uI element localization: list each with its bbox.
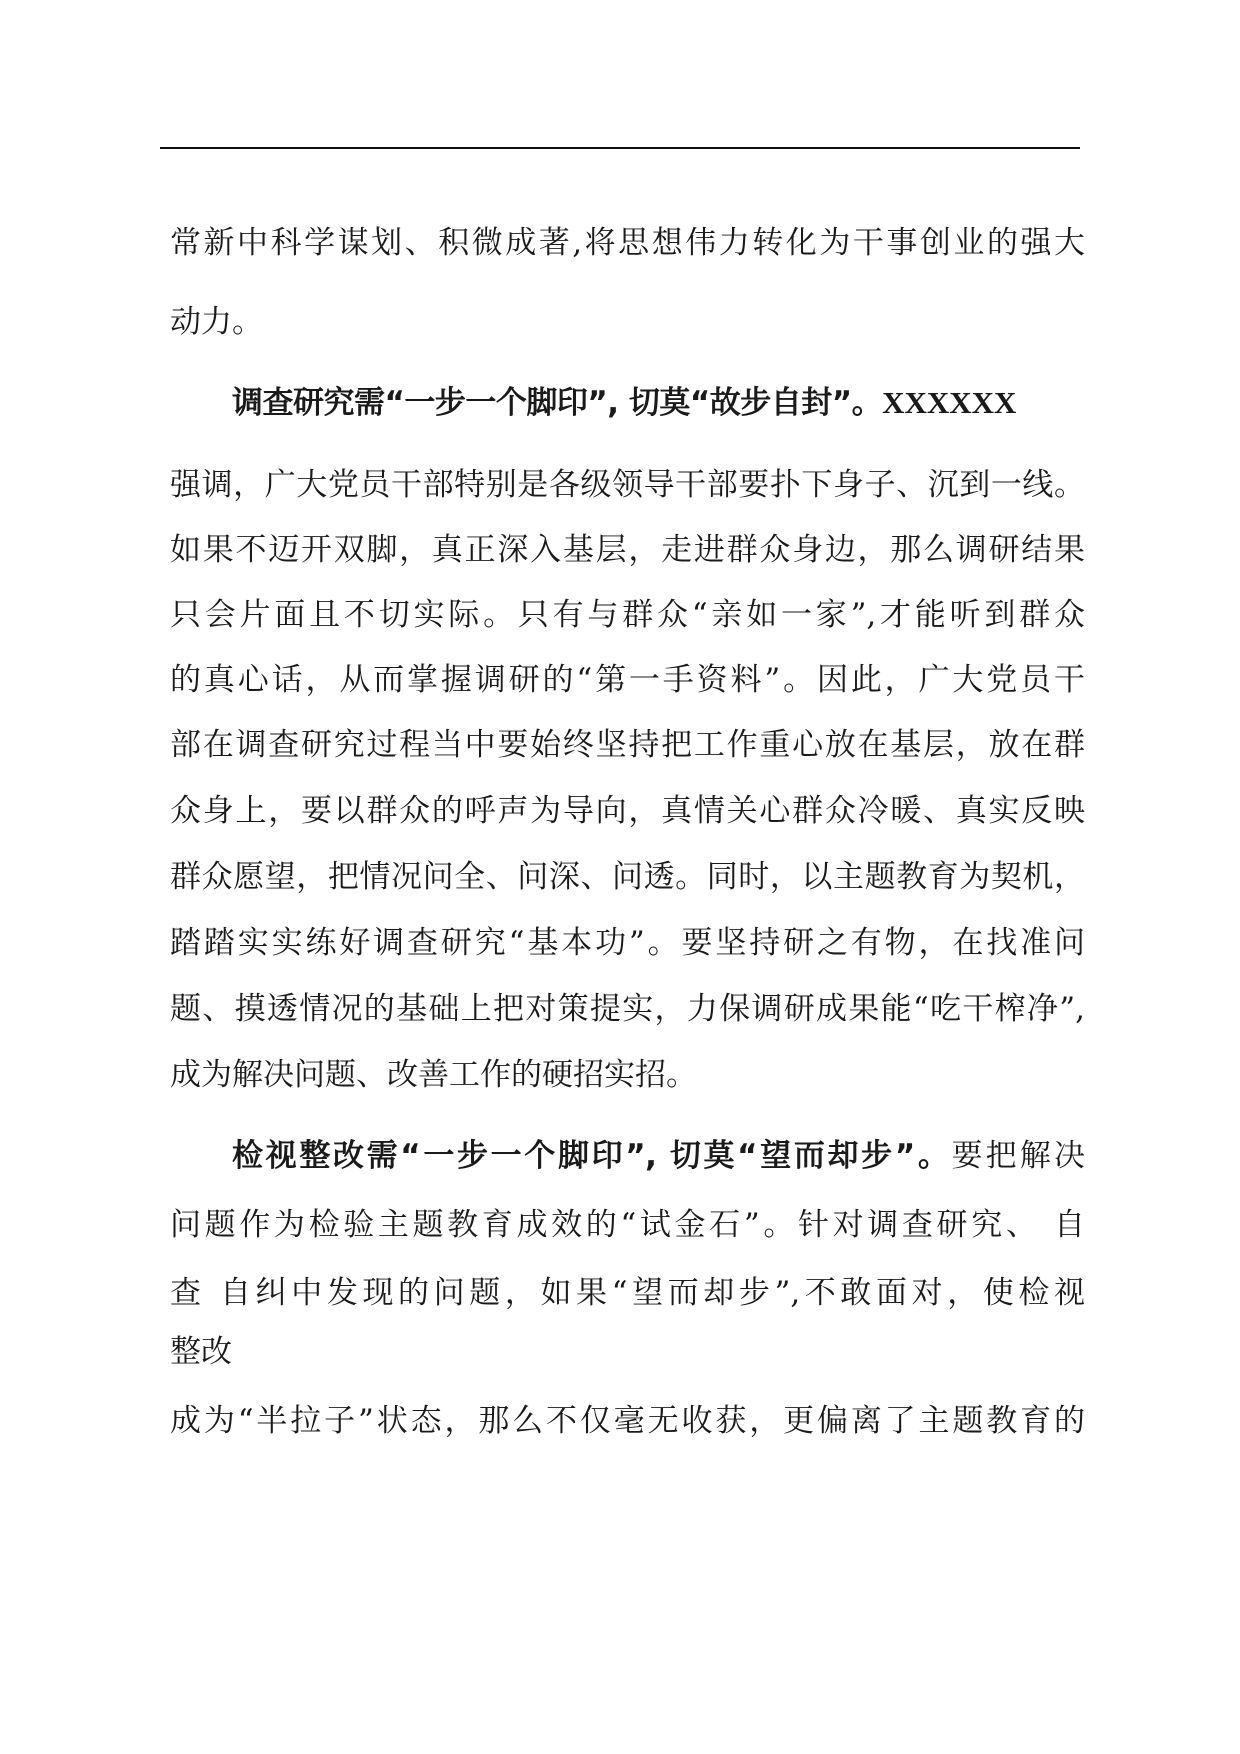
- heading-bold-text: 检视整改需“一步一个脚印”, 切莫“望而却步”。: [232, 1138, 952, 1174]
- section-heading-1: [232, 378, 1085, 428]
- heading-bold-text: 调查研究需“一步一个脚印”, 切莫“故步自封”。: [232, 385, 883, 421]
- paragraph-line: 问题作为检验主题教育成效的“试金石”。针对调查研究、 自: [170, 1207, 1085, 1243]
- paragraph-line: 部在调查研究过程当中要始终坚持把工作重心放在基层，放在群: [170, 727, 1085, 763]
- paragraph-line: 群众愿望，把情况问全、问深、问透。同时，以主题教育为契机，: [170, 859, 1085, 895]
- paragraph-line: 踏踏实实练好调查研究“基本功”。要坚持研之有物，在找准问: [170, 925, 1085, 961]
- paragraph-line: 众身上，要以群众的呼声为导向，真情关心群众冷暖、真实反映: [170, 793, 1085, 829]
- section-heading-2: [232, 1131, 1085, 1181]
- paragraph-line: 常新中科学谋划、积微成著,将思想伟力转化为干事创业的强大: [170, 225, 1085, 261]
- heading-body-text: 要把解决: [951, 1138, 1085, 1174]
- paragraph-line: 查 自纠中发现的问题，如果“望而却步”,不敢面对，使检视: [170, 1275, 1085, 1311]
- paragraph-line: 只会片面且不切实际。只有与群众“亲如一家”,才能听到群众: [170, 597, 1085, 633]
- paragraph-line: 成为解决问题、改善工作的硬招实招。: [170, 1057, 697, 1093]
- paragraph-line: 题、摸透情况的基础上把对策提实，力保调研成果能“吃干榨净”,: [170, 991, 1085, 1027]
- header-rule: [160, 147, 1080, 149]
- paragraph-line: 的真心话，从而掌握调研的“第一手资料”。因此，广大党员干: [170, 662, 1085, 698]
- paragraph-line: 如果不迈开双脚，真正深入基层，走进群众身边，那么调研结果: [170, 532, 1085, 568]
- paragraph-line: 整改: [170, 1334, 232, 1370]
- paragraph-line: 动力。: [170, 304, 263, 340]
- paragraph-line: 成为“半拉子”状态，那么不仅毫无收获，更偏离了主题教育的: [170, 1403, 1085, 1439]
- heading-redacted-name: XXXXXX: [882, 385, 1017, 420]
- paragraph-line: 强调，广大党员干部特别是各级领导干部要扑下身子、沉到一线。: [170, 467, 1085, 503]
